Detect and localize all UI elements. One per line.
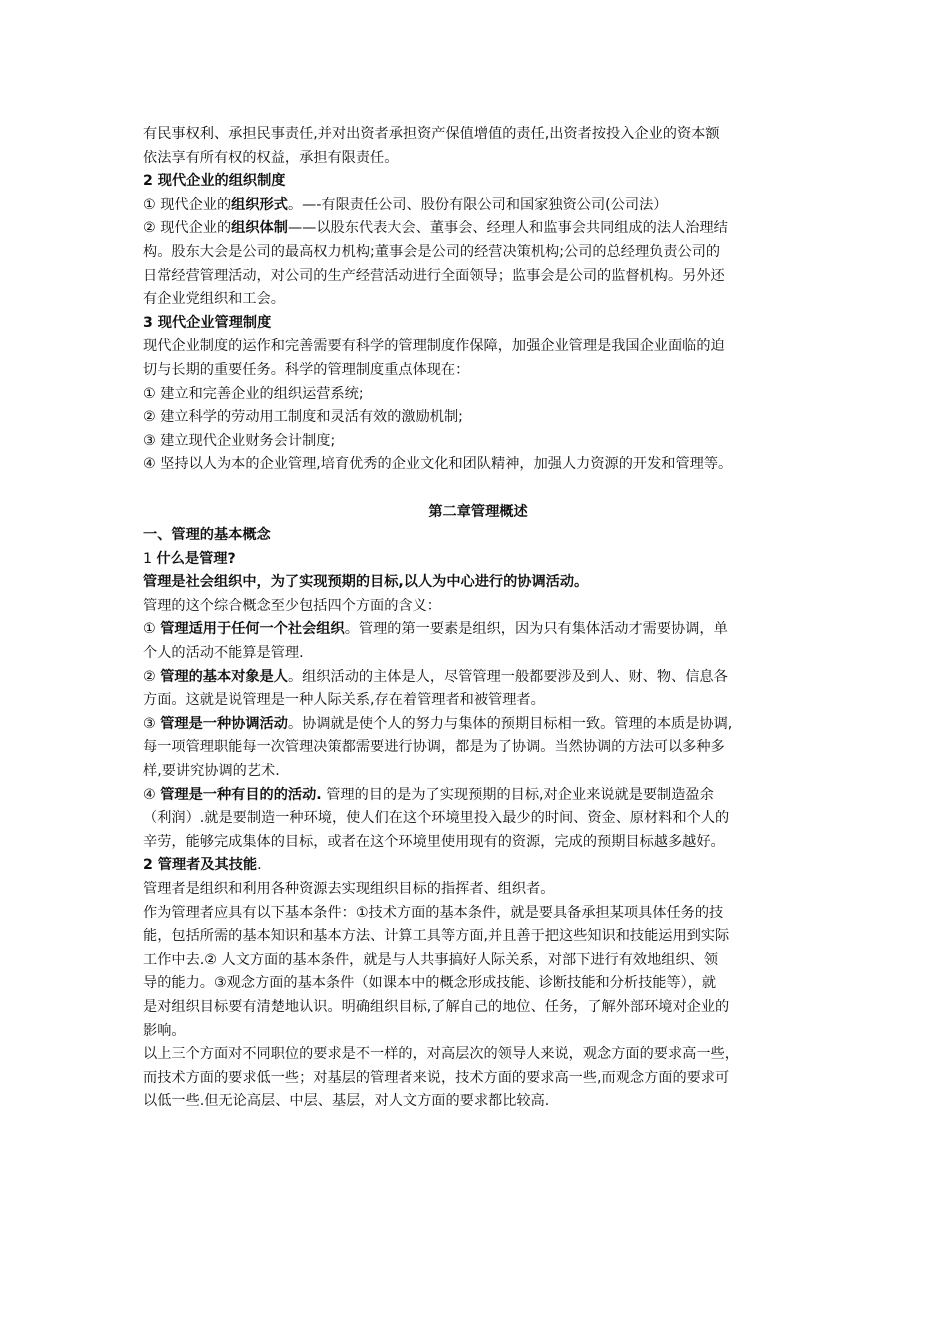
- body-text: 样,要讲究协调的艺术.: [143, 763, 280, 780]
- body-text: 现代企业制度的运作和完善需要有科学的管理制度作保障，加强企业管理是我国企业面临的迫: [143, 338, 725, 355]
- text-line: [143, 359, 813, 383]
- bold-text: 管理适用于任何一个社会组织: [160, 621, 345, 638]
- text-line: [143, 524, 813, 548]
- bold-text: 管理是社会组织中，为了实现预期的目标,以人为中心进行的协调活动。: [143, 574, 589, 591]
- body-text: 方面。这就是说管理是一种人际关系,存在着管理者和被管理者。: [143, 692, 545, 709]
- body-text: 工作中去.② 人文方面的基本条件，就是与人共事搞好人际关系，对部下进行有效地组织、领: [143, 951, 719, 968]
- body-text: .: [257, 857, 262, 874]
- body-text: 。协调就是使个人的努力与集体的预期目标相一致。管理的本质是协调,: [287, 715, 733, 732]
- text-line: [143, 217, 813, 241]
- text-line: [143, 902, 813, 926]
- body-text: 。管理的第一要素是组织，因为只有集体活动才需要协调，单: [344, 621, 728, 638]
- body-text: ——以股东代表大会、董事会、经理人和监事会共同组成的法人治理结: [287, 220, 728, 237]
- body-text: ③ 建立现代企业财务会计制度;: [143, 432, 336, 449]
- body-text: 而技术方面的要求低一些；对基层的管理者来说，技术方面的要求高一些,而观念方面的要求可: [143, 1069, 730, 1086]
- text-line: [143, 925, 813, 949]
- body-text: ① 建立和完善企业的组织运营系统;: [143, 385, 364, 402]
- body-text: 影响。: [143, 1022, 186, 1039]
- body-text: ①: [143, 621, 161, 638]
- text-line: [143, 996, 813, 1020]
- body-text: 导的能力。③观念方面的基本条件（如课本中的概念形成技能、诊断技能和分析技能等），就: [143, 975, 717, 992]
- text-line: [143, 666, 813, 690]
- body-text: ① 现代企业的: [143, 196, 232, 213]
- text-line: [143, 548, 813, 572]
- text-line: [143, 642, 813, 666]
- text-line: [143, 972, 813, 996]
- bold-text: 管理是一种有目的的活动.: [160, 786, 322, 803]
- text-line: [143, 595, 813, 619]
- bold-text: 2 管理者及其技能: [143, 857, 258, 874]
- body-text: ② 现代企业的: [143, 220, 232, 237]
- text-line: [143, 147, 813, 171]
- bold-text: 2 现代企业的组织制度: [143, 173, 286, 190]
- blank-line: [143, 477, 813, 501]
- body-text: ③: [143, 715, 161, 732]
- text-line: [143, 760, 813, 784]
- text-line: [143, 430, 813, 454]
- text-line: [143, 618, 813, 642]
- body-text: （利润）.就是要制造一种环境，使人们在这个环境里投入最少的时间、资金、原材料和个人的: [143, 810, 730, 827]
- body-text: 日常经营管理活动，对公司的生产经营活动进行全面领导；监事会是公司的监督机构。另外还: [143, 267, 725, 284]
- body-text: 个人的活动不能算是管理.: [143, 645, 304, 662]
- body-text: ② 建立科学的劳动用工制度和灵活有效的激励机制;: [143, 409, 463, 426]
- document-page: [143, 123, 813, 1114]
- body-text: ④: [143, 786, 161, 803]
- text-line: [143, 1090, 813, 1114]
- body-text: 以低一些.但无论高层、中层、基层，对人文方面的要求都比较高.: [143, 1093, 550, 1110]
- text-line: [143, 1043, 813, 1067]
- text-line: [143, 784, 813, 808]
- text-line: [143, 1020, 813, 1044]
- body-text: 切与长期的重要任务。科学的管理制度重点体现在：: [143, 361, 470, 378]
- text-line: [143, 949, 813, 973]
- body-text: 有企业党组织和工会。: [143, 291, 285, 308]
- body-text: 1: [143, 550, 157, 567]
- bold-text: 3 现代企业管理制度: [143, 314, 272, 331]
- text-line: [143, 453, 813, 477]
- text-line: [143, 736, 813, 760]
- text-line: [143, 288, 813, 312]
- text-line: [143, 170, 813, 194]
- body-text: 能，包括所需的基本知识和基本方法、计算工具等方面,并且善于把这些知识和技能运用到实际: [143, 928, 730, 945]
- body-text: 每一项管理职能每一次管理决策都需要进行协调，都是为了协调。当然协调的方法可以多种多: [143, 739, 725, 756]
- body-text: 管理者是组织和利用各种资源去实现组织目标的指挥者、组织者。: [143, 881, 555, 897]
- text-line: [143, 406, 813, 430]
- body-text: 。—-有限责任公司、股份有限公司和国家独资公司(公司法）: [287, 196, 668, 213]
- text-line: [143, 807, 813, 831]
- body-text: 有民事权利、承担民事责任,并对出资者承担资产保值增值的责任,出资者按投入企业的资本额: [143, 126, 720, 142]
- body-text: 作为管理者应具有以下基本条件：①技术方面的基本条件，就是要具备承担某项具体任务的技: [143, 904, 724, 921]
- body-text: 构。股东大会是公司的最高权力机构;董事会是公司的经营决策机构;公司的总经理负责公司的: [143, 243, 721, 260]
- bold-text: 管理是一种协调活动: [160, 715, 288, 732]
- text-line: [143, 878, 813, 902]
- body-text: 是对组织目标要有清楚地认识。明确组织目标,了解自己的地位、任务，了解外部环境对企业的: [143, 998, 730, 1015]
- body-text: ④ 坚持以人为本的企业管理,培育优秀的企业文化和团队精神，加强人力资源的开发和管理等。: [143, 456, 733, 473]
- text-line: [143, 383, 813, 407]
- bold-text: 一、管理的基本概念: [143, 527, 271, 544]
- text-line: [143, 194, 813, 218]
- text-line: [143, 241, 813, 265]
- bold-text: 管理的基本对象是人: [160, 668, 288, 685]
- body-text: 辛劳，能够完成集体的目标，或者在这个环境里使用现有的资源，完成的预期目标越多越好。: [143, 833, 725, 850]
- body-text: 。组织活动的主体是人，尽管管理一般都要涉及到人、财、物、信息各: [287, 668, 728, 685]
- body-text: 管理的目的是为了实现预期的目标,对企业来说就是要制造盈余: [321, 786, 714, 803]
- text-line: [143, 335, 813, 359]
- bold-text: 第二章管理概述: [428, 503, 528, 520]
- bold-text: 什么是管理?: [156, 550, 236, 567]
- text-line: [143, 571, 813, 595]
- text-line: [143, 713, 813, 737]
- text-line: [143, 123, 813, 147]
- body-text: 以上三个方面对不同职位的要求是不一样的，对高层次的领导人来说，观念方面的要求高一些，: [143, 1046, 739, 1063]
- body-text: 管理的这个综合概念至少包括四个方面的含义：: [143, 597, 441, 614]
- body-text: 依法享有所有权的权益，承担有限责任。: [143, 149, 399, 166]
- text-line: [143, 689, 813, 713]
- text-line: [143, 265, 813, 289]
- text-line: [143, 854, 813, 878]
- text-line: [143, 312, 813, 336]
- body-text: ②: [143, 668, 161, 685]
- bold-text: 组织体制: [231, 220, 288, 237]
- chapter-heading: [143, 501, 813, 525]
- bold-text: 组织形式: [231, 196, 288, 213]
- text-line: [143, 1067, 813, 1091]
- text-line: [143, 831, 813, 855]
